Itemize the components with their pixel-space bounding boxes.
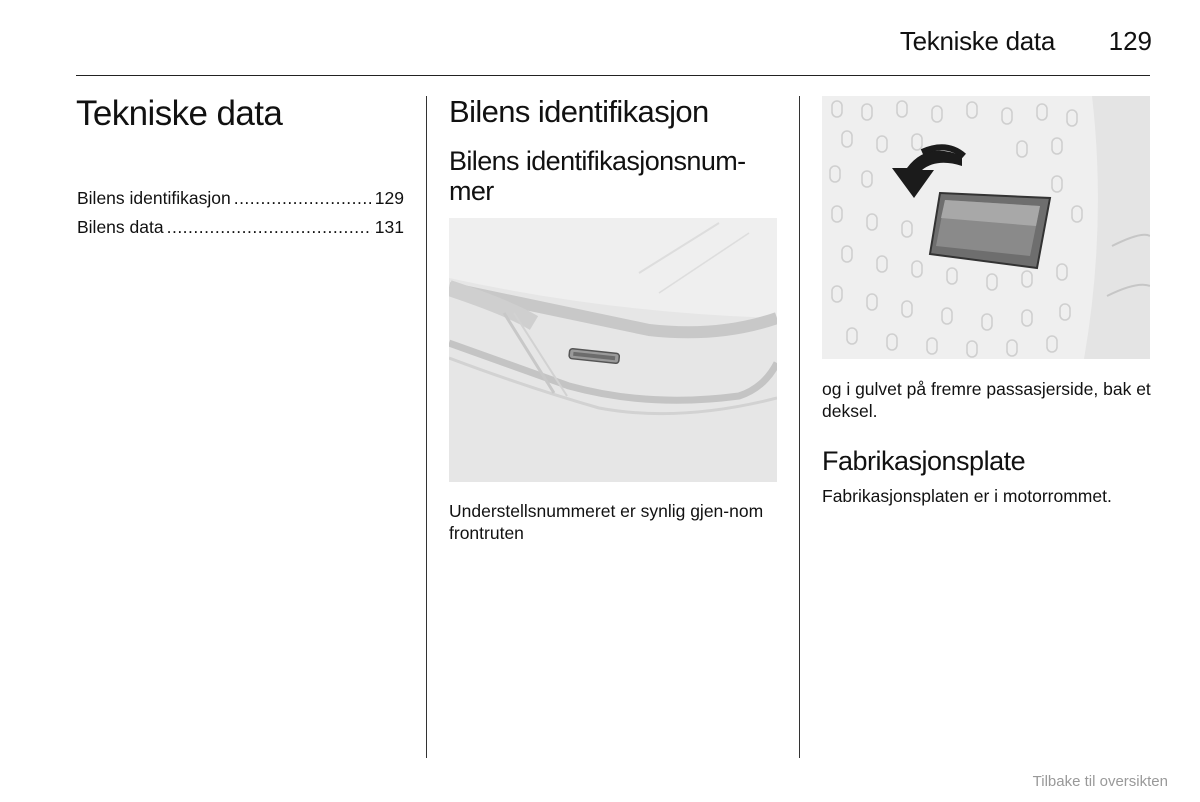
toc-entry-page: 131 — [374, 217, 404, 237]
windshield-vin-illustration — [449, 218, 777, 482]
back-to-overview-link[interactable]: Tilbake til oversikten — [1032, 773, 1168, 790]
floor-vin-cover-illustration — [822, 96, 1150, 359]
column-divider — [799, 96, 800, 758]
manufacturer-plate-text: Fabrikasjonsplaten er i motorrommet. — [822, 486, 1112, 506]
chapter-title: Tekniske data — [76, 94, 283, 133]
toc-leader-dots — [167, 217, 372, 238]
floor-location-caption: og i gulvet på fremre passasjerside, bak et deksel. — [822, 379, 1151, 421]
vin-location-caption: Understellsnummeret er synlig gjen-nom frontruten — [449, 501, 764, 543]
header-rule — [76, 75, 1150, 76]
toc-entry[interactable] — [77, 217, 404, 246]
toc-entry[interactable] — [77, 188, 404, 217]
page-number: 129 — [1108, 26, 1152, 56]
section-title-manufacturer-plate: Fabrikasjonsplate — [822, 446, 1026, 476]
running-header-title: Tekniske data — [899, 26, 1055, 56]
toc-entry-page: 129 — [374, 188, 404, 208]
toc-leader-dots — [234, 188, 372, 209]
table-of-contents — [77, 188, 404, 246]
section-title-vehicle-id: Bilens identifikasjon — [449, 94, 709, 129]
column-divider — [426, 96, 427, 758]
subsection-title-vin: Bilens identifikasjonsnum-mer — [449, 146, 746, 206]
toc-entry-label: Bilens data — [77, 217, 164, 237]
toc-entry-label: Bilens identifikasjon — [77, 188, 231, 208]
